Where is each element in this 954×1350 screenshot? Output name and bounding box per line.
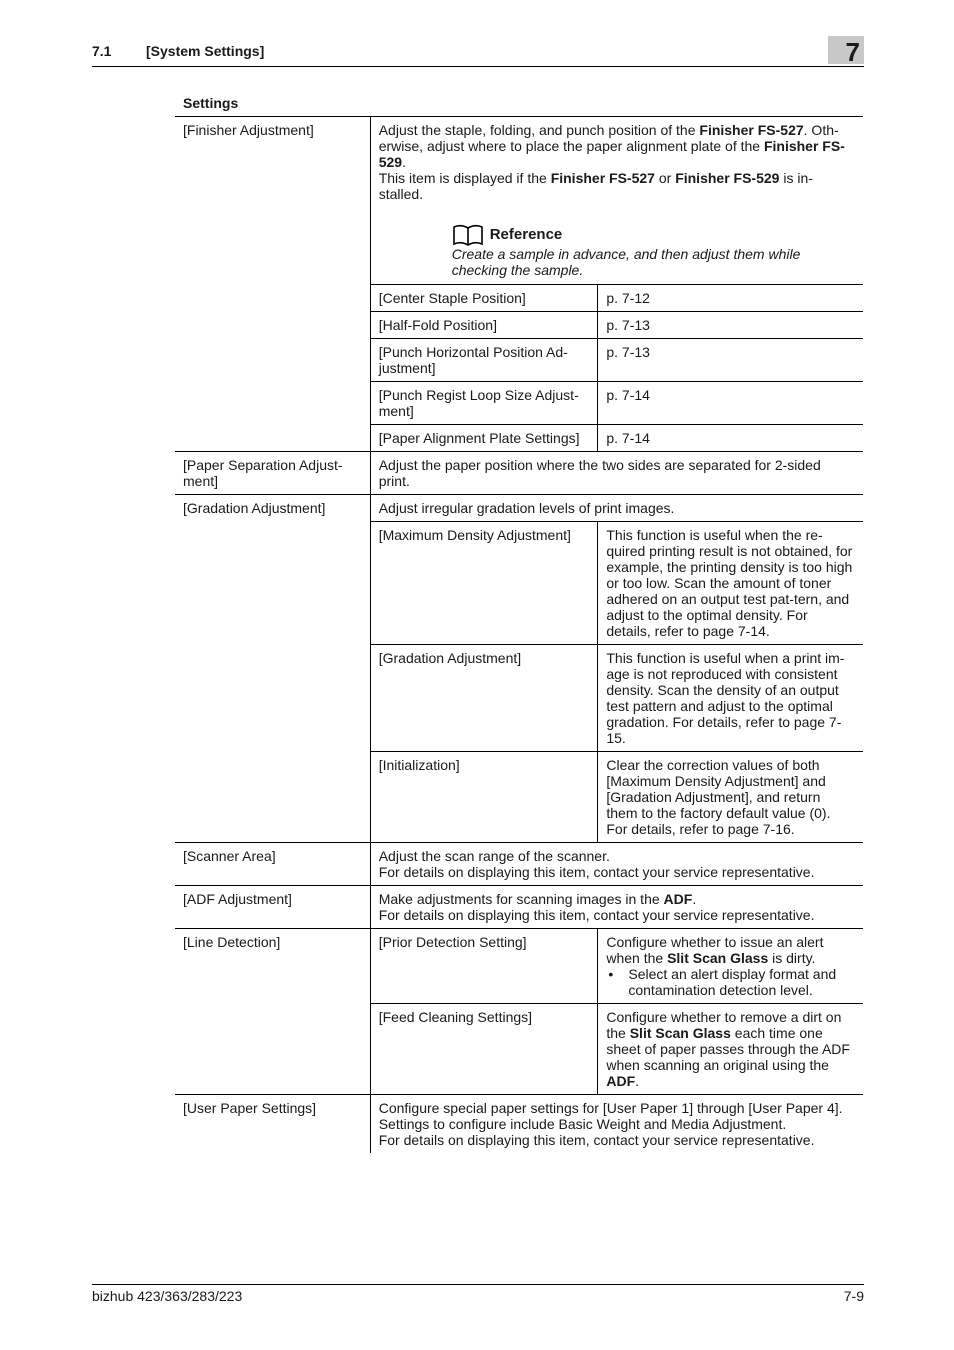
feed-cleaning-label: [Feed Cleaning Settings] <box>370 1004 598 1095</box>
finisher-item-page: p. 7-13 <box>598 339 863 382</box>
book-icon <box>452 224 484 246</box>
reference-title: Reference <box>489 226 563 243</box>
user-paper-description: Configure special paper settings for [User Paper 1] through [User Paper 4]. Settings to configure include Basic Weight and Media Adjustment. For details on displaying this item, contact your service representative. <box>370 1095 863 1154</box>
gradation-item-label: [Initialization] <box>370 752 598 843</box>
table-row <box>175 495 863 522</box>
section-number: 7.1 <box>92 43 112 59</box>
section-header-title: [System Settings] <box>146 43 265 59</box>
page-footer <box>92 1284 864 1304</box>
feed-cleaning-description: Configure whether to remove a dirt on the Slit Scan Glass each time one sheet of paper passes through the ADF when scanning an original using the ADF. <box>598 1004 863 1095</box>
finisher-description: Adjust the staple, folding, and punch position of the Finisher FS-527. Oth-erwise, adjust where to place the paper alignment plate of the Finisher FS-529. This item is displayed if the Finisher FS-527 or Finisher FS-529 is in-stalled. Reference Create a sample in advance, and then adjust them while checking the sample. <box>370 117 863 285</box>
table-row <box>175 929 863 1004</box>
finisher-item-page: p. 7-13 <box>598 312 863 339</box>
user-paper-label: [User Paper Settings] <box>175 1095 370 1154</box>
reference-text: Create a sample in advance, and then adjust them while checking the sample. <box>451 246 801 278</box>
finisher-item-label: [Punch Horizontal Position Ad-justment] <box>370 339 598 382</box>
chapter-tab: 7 <box>828 36 864 64</box>
finisher-item-label: [Paper Alignment Plate Settings] <box>370 425 598 452</box>
adf-description: Make adjustments for scanning images in the ADF. For details on displaying this item, contact your service representative. <box>370 886 863 929</box>
line-detection-label: [Line Detection] <box>175 929 370 1095</box>
table-row <box>175 117 863 285</box>
finisher-item-label: [Punch Regist Loop Size Adjust-ment] <box>370 382 598 425</box>
paper-separation-description: Adjust the paper position where the two sides are separated for 2-sided print. <box>370 452 863 495</box>
gradation-item-label: [Maximum Density Adjustment] <box>370 522 598 645</box>
table-row <box>175 886 863 929</box>
table-row <box>175 452 863 495</box>
footer-model: bizhub 423/363/283/223 <box>92 1288 243 1304</box>
gradation-label: [Gradation Adjustment] <box>175 495 370 843</box>
page-header <box>92 37 864 67</box>
gradation-item-description: This function is useful when the re-quired printing result is not obtained, for example, the printing density is too high or too low. Scan the amount of toner adhered on an output test pat-tern, and adjust to the optimal density. For details, refer to page 7-14. <box>598 522 863 645</box>
table-row <box>175 1095 863 1154</box>
settings-table <box>175 116 863 1153</box>
adf-label: [ADF Adjustment] <box>175 886 370 929</box>
prior-detection-description: Configure whether to issue an alert when the Slit Scan Glass is dirty. • Select an alert display format and contamination detection level. <box>598 929 863 1004</box>
finisher-item-page: p. 7-14 <box>598 425 863 452</box>
finisher-item-label: [Half-Fold Position] <box>370 312 598 339</box>
finisher-item-label: [Center Staple Position] <box>370 285 598 312</box>
table-row <box>175 843 863 886</box>
scanner-area-description: Adjust the scan range of the scanner. For details on displaying this item, contact your service representative. <box>370 843 863 886</box>
gradation-description: Adjust irregular gradation levels of print images. <box>370 495 863 522</box>
scanner-area-label: [Scanner Area] <box>175 843 370 886</box>
footer-page-number: 7-9 <box>843 1288 864 1304</box>
gradation-item-label: [Gradation Adjustment] <box>370 645 598 752</box>
reference-note <box>452 224 855 278</box>
gradation-item-description: This function is useful when a print im-age is not reproduced with consistent density. Scan the density of an output test pattern and adjust to the optimal gradation. For details, refer to page 7-15. <box>598 645 863 752</box>
finisher-item-page: p. 7-14 <box>598 382 863 425</box>
finisher-item-page: p. 7-12 <box>598 285 863 312</box>
paper-separation-label: [Paper Separation Adjust-ment] <box>175 452 370 495</box>
prior-detection-label: [Prior Detection Setting] <box>370 929 598 1004</box>
settings-heading: Settings <box>183 95 239 111</box>
finisher-label: [Finisher Adjustment] <box>175 117 370 452</box>
gradation-item-description: Clear the correction values of both [Maximum Density Adjustment] and [Gradation Adjustment], and return them to the factory default value (0). For details, refer to page 7-16. <box>598 752 863 843</box>
